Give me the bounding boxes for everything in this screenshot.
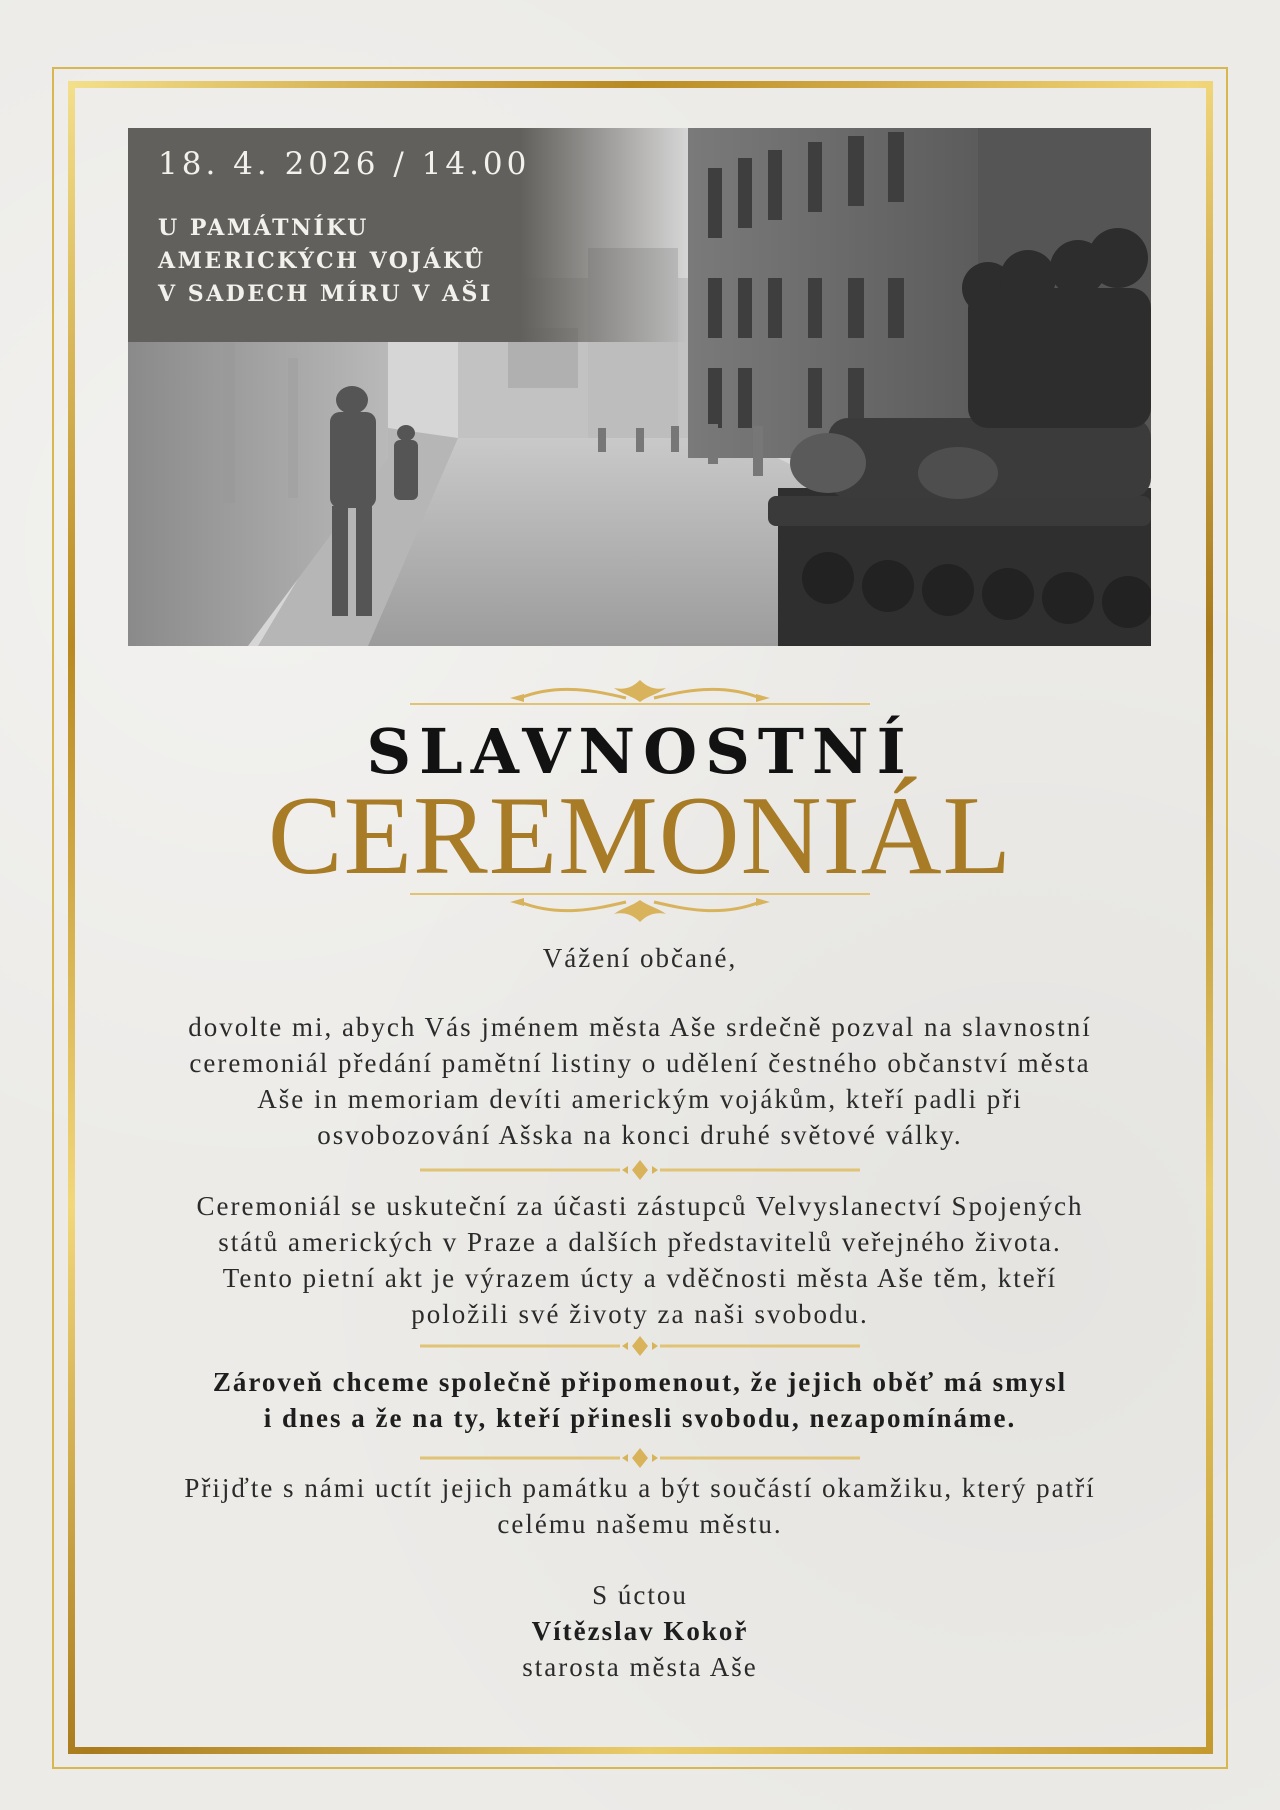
event-location <box>158 212 578 311</box>
greeting: Vážení občané, <box>542 943 738 973</box>
paragraph-line: Zároveň chceme společně připomenout, že jejich oběť má smysl <box>212 1367 1068 1397</box>
event-info-panel <box>128 128 688 342</box>
divider-ornament-icon <box>400 1334 880 1358</box>
event-date-time: 18. 4. 2026 / 14.00 <box>158 146 531 182</box>
paragraph-line: Ceremoniál se uskuteční za účasti zástupců Velvyslanectví Spojených <box>196 1191 1084 1221</box>
signature-role: starosta města Aše <box>522 1652 758 1682</box>
signature-block <box>120 1577 1160 1685</box>
location-line: U PAMÁTNÍKU <box>158 215 369 241</box>
location-line: V SADECH MÍRU V AŠI <box>158 281 493 307</box>
paragraph-line: osvobozování Ašska na konci druhé světové války. <box>317 1120 963 1150</box>
paragraph-line: Aše in memoriam devíti americkým vojákům, kteří padli při <box>257 1084 1023 1114</box>
paragraph-line: dovolte mi, abych Vás jménem města Aše srdečně pozval na slavnostní <box>188 1012 1092 1042</box>
location-line: AMERICKÝCH VOJÁKŮ <box>158 248 486 274</box>
paragraph-line: položili své životy za naši svobodu. <box>411 1299 869 1329</box>
top-ornament-icon <box>400 672 880 712</box>
paragraph-line: celému našemu městu. <box>497 1509 783 1539</box>
paragraph-remembrance <box>120 1364 1160 1436</box>
paragraph-invitation <box>120 1009 1160 1153</box>
signature-closing: S úctou <box>592 1580 688 1610</box>
paragraph-ceremony <box>120 1188 1160 1332</box>
historical-street-photo <box>128 128 1151 646</box>
paragraph-line: Tento pietní akt je výrazem úcty a vděčnosti města Aše těm, kteří <box>222 1263 1058 1293</box>
title-line-2: CEREMONIÁL <box>267 774 1013 898</box>
signature-name: Vítězslav Kokoř <box>531 1616 749 1646</box>
paragraph-invite-closing <box>120 1470 1160 1542</box>
bottom-ornament-icon <box>400 888 880 928</box>
divider-ornament-icon <box>400 1446 880 1470</box>
title-line-1: SLAVNOSTNÍ <box>366 715 914 788</box>
divider-ornament-icon <box>400 1158 880 1182</box>
paragraph-line: států amerických v Praze a dalších představitelů veřejného života. <box>218 1227 1062 1257</box>
paragraph-line: i dnes a že na ty, kteří přinesli svobodu, nezapomínáme. <box>263 1403 1017 1433</box>
paragraph-line: Přijďte s námi uctít jejich památku a být součástí okamžiku, který patří <box>184 1473 1096 1503</box>
paragraph-line: ceremoniál předání pamětní listiny o udělení čestného občanství města <box>189 1048 1091 1078</box>
